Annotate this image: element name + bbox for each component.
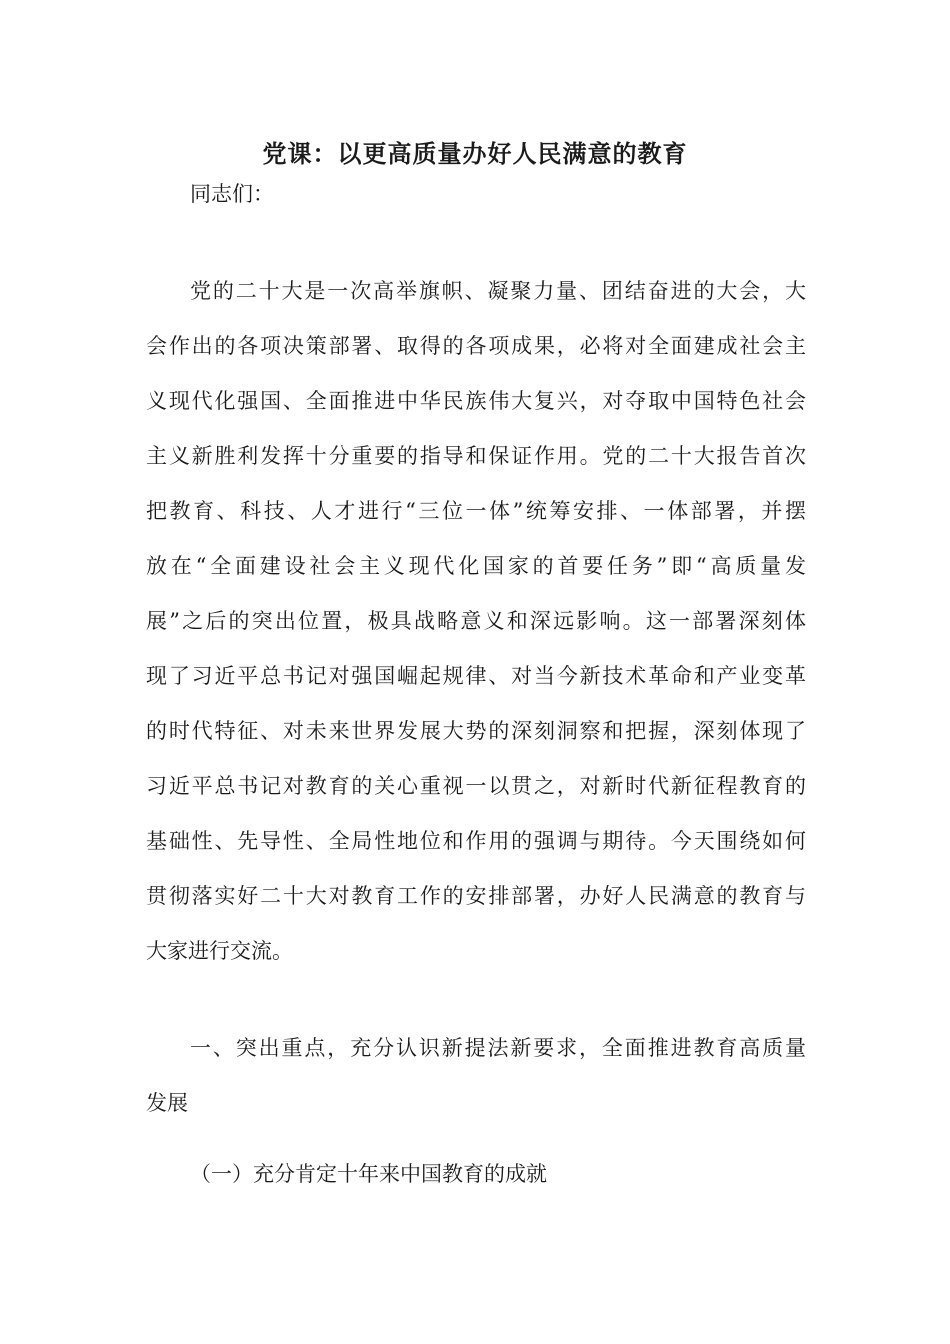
paragraph-line: 习近平总书记对教育的关心重视一以贯之，对新时代新征程教育的 [146, 774, 806, 798]
paragraph-line: 党的二十大是一次高举旗帜、凝聚力量、团结奋进的大会，大 [190, 279, 806, 303]
document-title: 党课：以更高质量办好人民满意的教育 [262, 139, 688, 168]
section-heading-continued: 发展 [146, 1091, 188, 1115]
paragraph-line: 会作出的各项决策部署、取得的各项成果，必将对全面建成社会主 [146, 334, 806, 358]
paragraph-line: 把教育、科技、人才进行“三位一体”统筹安排、一体部署，并摆 [146, 499, 806, 523]
paragraph-line: 放在“全面建设社会主义现代化国家的首要任务”即“高质量发 [146, 554, 806, 578]
section-heading: 一、突出重点，充分认识新提法新要求，全面推进教育高质量 [190, 1036, 806, 1060]
paragraph-line: 基础性、先导性、全局性地位和作用的强调与期待。今天围绕如何 [146, 829, 806, 853]
paragraph-line: 大家进行交流。 [146, 939, 293, 963]
paragraph-line: 贯彻落实好二十大对教育工作的安排部署，办好人民满意的教育与 [146, 884, 806, 908]
paragraph-line: 的时代特征、对未来世界发展大势的深刻洞察和把握，深刻体现了 [146, 719, 806, 743]
paragraph-line: 义现代化强国、全面推进中华民族伟大复兴，对夺取中国特色社会 [146, 389, 806, 413]
paragraph-line: 主义新胜利发挥十分重要的指导和保证作用。党的二十大报告首次 [146, 444, 806, 468]
paragraph-line: 现了习近平总书记对强国崛起规律、对当今新技术革命和产业变革 [146, 664, 806, 688]
paragraph-line: 展”之后的突出位置，极具战略意义和深远影响。这一部署深刻体 [146, 609, 806, 633]
salutation: 同志们： [190, 182, 274, 206]
subsection-heading: （一）充分肯定十年来中国教育的成就 [190, 1162, 547, 1186]
